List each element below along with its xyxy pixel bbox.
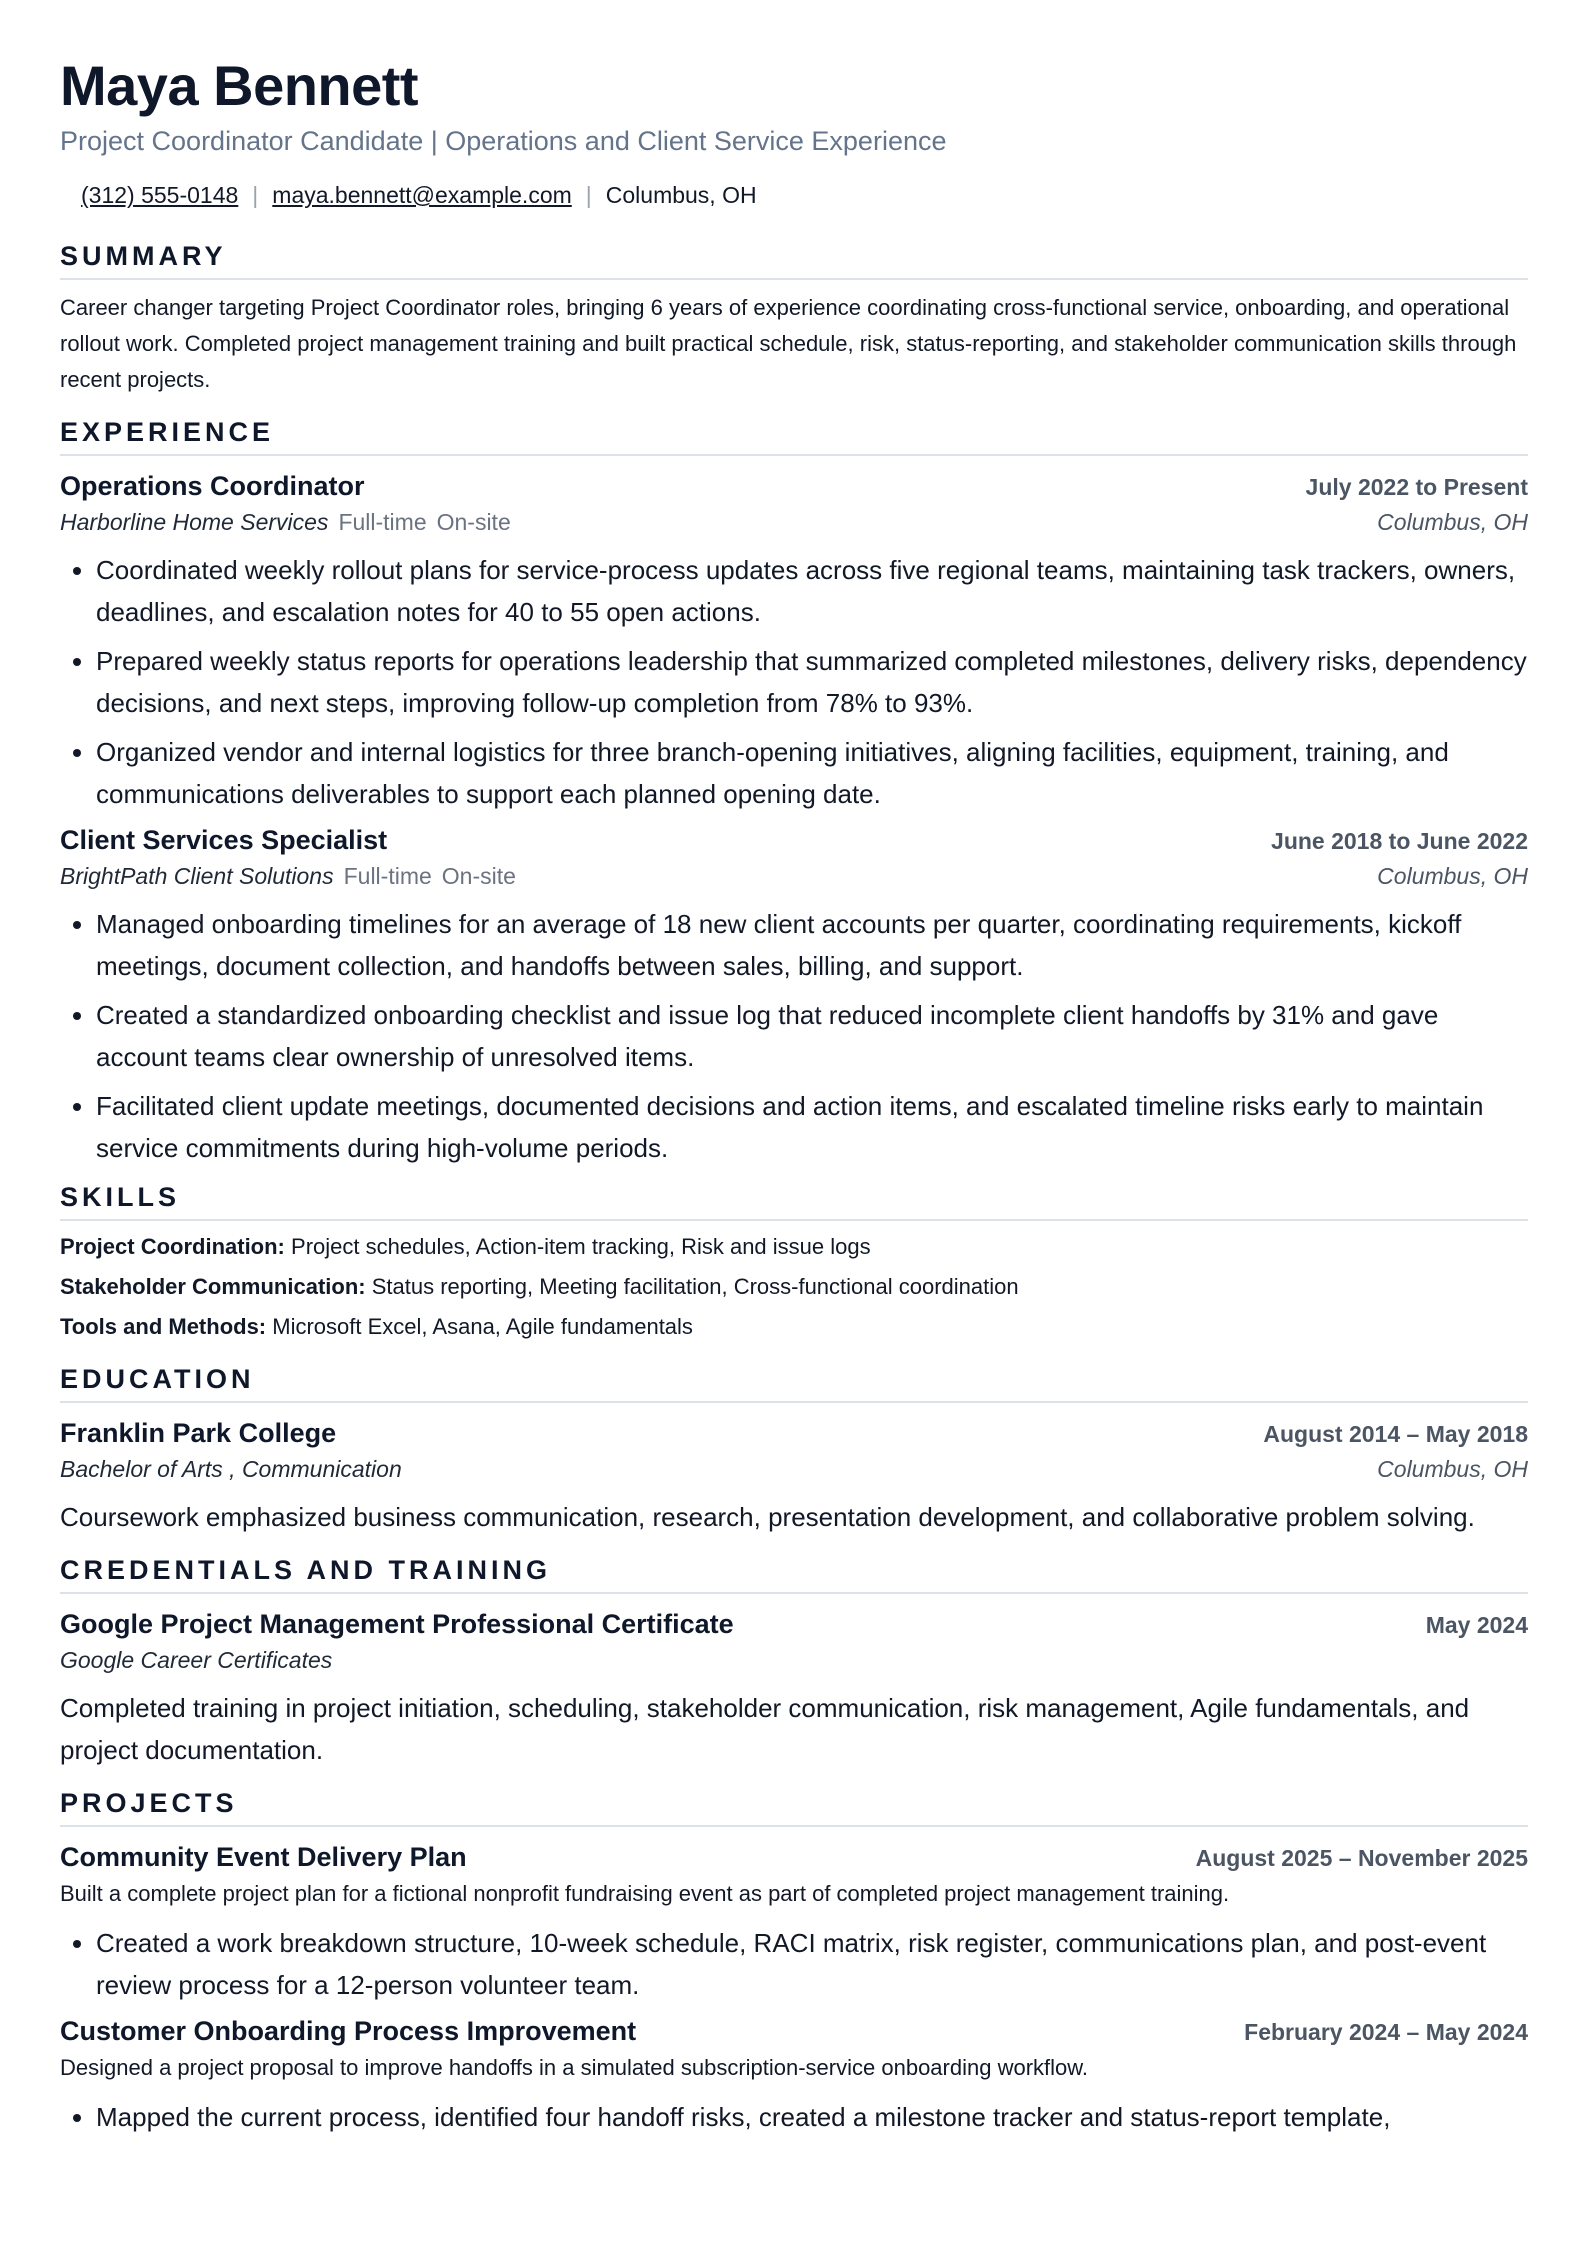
skill-value: Microsoft Excel, Asana, Agile fundamentals: [272, 1314, 693, 1339]
summary-section: [60, 240, 1528, 398]
candidate-headline: Project Coordinator Candidate | Operations and Client Service Experience: [60, 126, 947, 156]
job-title: Operations Coordinator: [60, 471, 365, 501]
section-title: CREDENTIALS AND TRAINING: [60, 1554, 1528, 1594]
skill-value: Project schedules, Action-item tracking, Risk and issue logs: [291, 1234, 871, 1259]
skill-label: Tools and Methods:: [60, 1314, 267, 1339]
degree: Bachelor of Arts , Communication: [60, 1456, 402, 1482]
phone-link[interactable]: (312) 555-0148: [81, 182, 239, 208]
summary-text: Career changer targeting Project Coordinator roles, bringing 6 years of experience coordinating cross-functional service, onboarding, and operational rollout work. Completed project management training and built practical schedule, risk, status-reporting, and stakeholder communication skills through recent projects.: [60, 295, 1517, 392]
credentials-section: [60, 1554, 1528, 1771]
project-dates: February 2024 – May 2024: [1244, 2019, 1528, 2045]
project-description: Built a complete project plan for a fictional nonprofit fundraising event as part of completed project management training.: [60, 1881, 1230, 1906]
job-bullets: [60, 903, 1528, 1169]
skill-row: [60, 1307, 1528, 1347]
job-type: Full-time: [343, 863, 432, 889]
job-bullet: • Managed onboarding timelines for an average of 18 new client accounts per quarter, coordinating requirements, kickoff meetings, document collection, and handoffs between sales, billing, and support.: [96, 903, 1528, 987]
school-name: Franklin Park College: [60, 1418, 337, 1448]
contact-separator: |: [252, 182, 259, 208]
contact-line: [60, 180, 1528, 210]
education-section: [60, 1363, 1528, 1538]
skill-label: Stakeholder Communication:: [60, 1274, 366, 1299]
skill-value: Status reporting, Meeting facilitation, Cross-functional coordination: [371, 1274, 1019, 1299]
project-name: Customer Onboarding Process Improvement: [60, 2016, 637, 2046]
job-dates: June 2018 to June 2022: [1271, 828, 1528, 854]
project-dates: August 2025 – November 2025: [1195, 1845, 1528, 1871]
projects-section: [60, 1787, 1528, 2138]
section-title: PROJECTS: [60, 1787, 1528, 1827]
job-location: Columbus, OH: [1377, 863, 1528, 889]
education-location: Columbus, OH: [1377, 1456, 1528, 1482]
job-entry: [60, 822, 1528, 1169]
education-dates: August 2014 – May 2018: [1263, 1421, 1528, 1447]
credential-name: Google Project Management Professional Certificate: [60, 1609, 734, 1639]
job-bullets: [60, 549, 1528, 815]
skills-section: [60, 1181, 1528, 1347]
job-mode: On-site: [436, 509, 511, 535]
section-title: SUMMARY: [60, 240, 1528, 280]
project-bullet: • Mapped the current process, identified four handoff risks, created a milestone tracker and status-report template,: [96, 2096, 1528, 2138]
credential-entry: [60, 1606, 1528, 1771]
project-bullets: [60, 2096, 1528, 2138]
job-title: Client Services Specialist: [60, 825, 388, 855]
job-company-line: [60, 505, 511, 539]
education-text: Coursework emphasized business communication, research, presentation development, and collaborative problem solving.: [60, 1502, 1475, 1532]
job-type: Full-time: [338, 509, 427, 535]
credential-issuer: Google Career Certificates: [60, 1647, 333, 1673]
project-entry: [60, 1839, 1528, 2006]
job-bullet: • Coordinated weekly rollout plans for service-process updates across five regional teams, maintaining task trackers, owners, deadlines, and escalation notes for 40 to 55 open actions.: [96, 549, 1528, 633]
job-company-line: [60, 859, 516, 893]
job-company: Harborline Home Services: [60, 509, 329, 535]
project-description: Designed a project proposal to improve handoffs in a simulated subscription-service onboarding workflow.: [60, 2055, 1089, 2080]
credential-text: Completed training in project initiation, scheduling, stakeholder communication, risk management, Agile fundamentals, and project documentation.: [60, 1693, 1470, 1765]
skill-label: Project Coordination:: [60, 1234, 285, 1259]
project-bullets: [60, 1922, 1528, 2006]
job-bullet: • Prepared weekly status reports for operations leadership that summarized completed milestones, delivery risks, dependency decisions, and next steps, improving follow-up completion from 78% to 93%.: [96, 640, 1528, 724]
job-mode: On-site: [441, 863, 516, 889]
section-title: EDUCATION: [60, 1363, 1528, 1403]
job-location: Columbus, OH: [1377, 509, 1528, 535]
experience-section: [60, 416, 1528, 1169]
job-bullet: • Created a standardized onboarding checklist and issue log that reduced incomplete client handoffs by 31% and gave account teams clear ownership of unresolved items.: [96, 994, 1528, 1078]
project-bullet: • Created a work breakdown structure, 10-week schedule, RACI matrix, risk register, communications plan, and post-event review process for a 12-person volunteer team.: [96, 1922, 1528, 2006]
job-entry: [60, 468, 1528, 815]
contact-separator: |: [585, 182, 592, 208]
credential-date: May 2024: [1425, 1612, 1528, 1638]
email-link[interactable]: maya.bennett@example.com: [272, 182, 572, 208]
project-name: Community Event Delivery Plan: [60, 1842, 467, 1872]
skill-row: [60, 1267, 1528, 1307]
contact-location: Columbus, OH: [605, 182, 757, 208]
job-bullet: • Facilitated client update meetings, documented decisions and action items, and escalated timeline risks early to maintain service commitments during high-volume periods.: [96, 1085, 1528, 1169]
candidate-name: Maya Bennett: [60, 54, 419, 117]
skill-row: [60, 1227, 1528, 1267]
job-bullet: • Organized vendor and internal logistics for three branch-opening initiatives, aligning facilities, equipment, training, and communications deliverables to support each planned opening date.: [96, 731, 1528, 815]
job-dates: July 2022 to Present: [1305, 474, 1528, 500]
education-entry: [60, 1415, 1528, 1538]
job-company: BrightPath Client Solutions: [60, 863, 334, 889]
section-title: SKILLS: [60, 1181, 1528, 1221]
section-title: EXPERIENCE: [60, 416, 1528, 456]
project-entry: [60, 2013, 1528, 2138]
